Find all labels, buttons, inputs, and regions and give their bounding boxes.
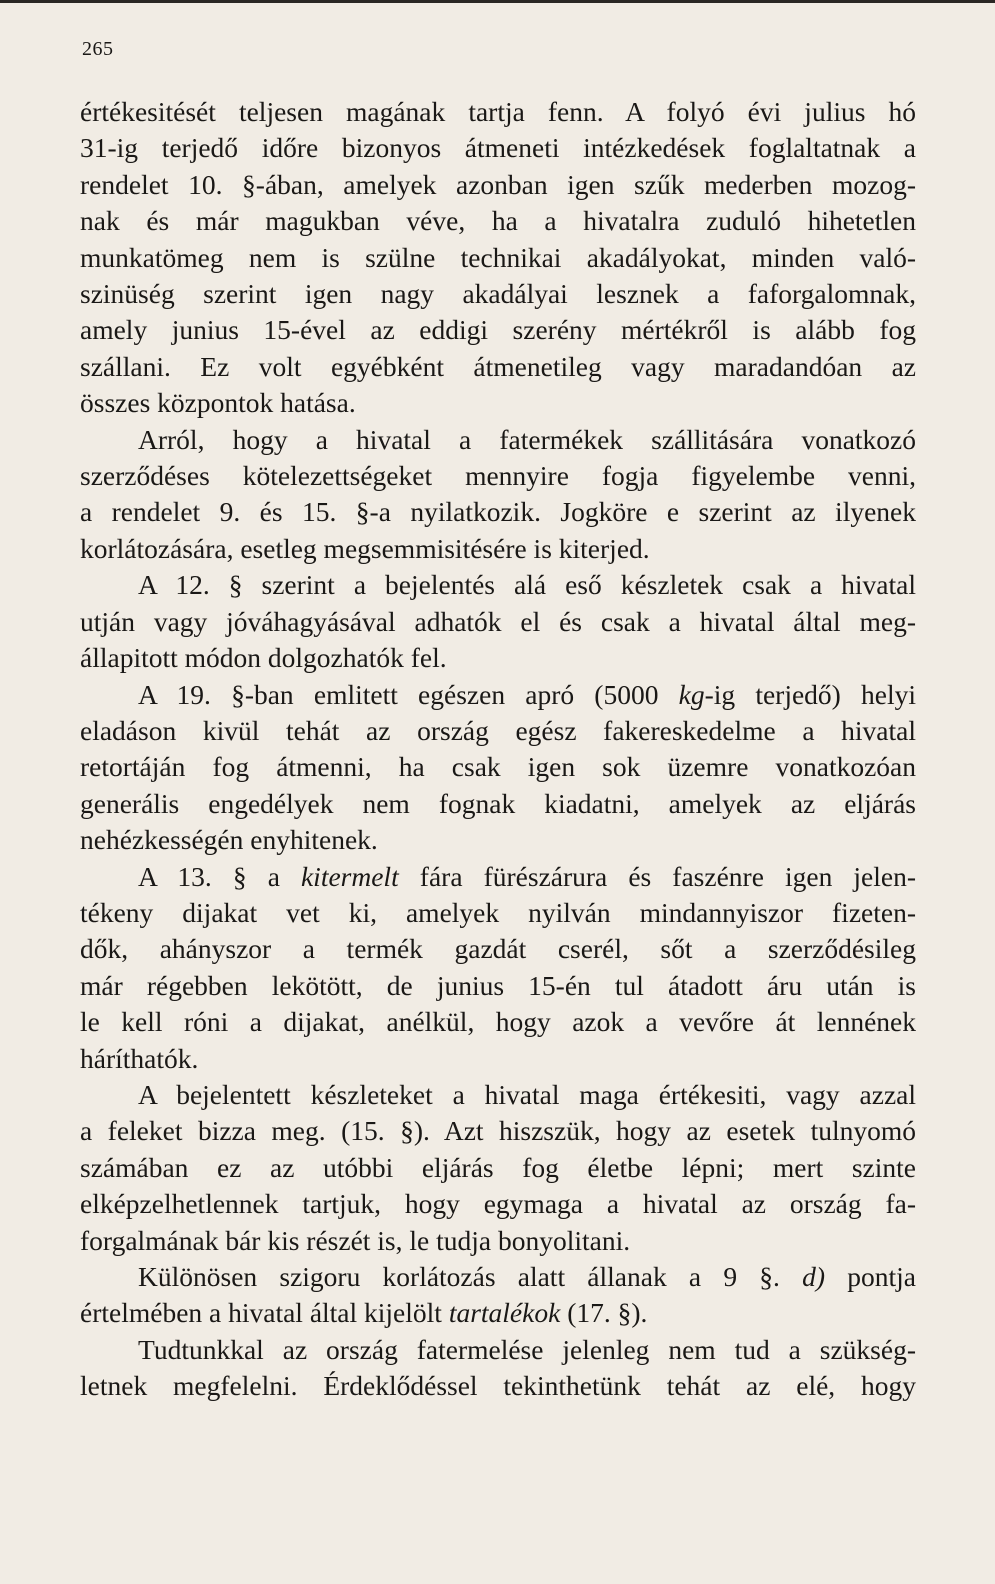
italic-unit: kg: [678, 678, 705, 710]
text-line: a rendelet 9. és 15. §-a nyilatkozik. Jogköre e szerint az ilyenek: [80, 496, 916, 528]
text-line: [80, 1259, 916, 1295]
text-line: Tudtunkkal az ország fatermelése jelenleg nem tud a szükség-: [138, 1333, 916, 1365]
text-line: szinüség szerint igen nagy akadályai lesznek a faforgalomnak,: [80, 278, 916, 310]
text-line: [80, 1295, 916, 1331]
text-line: 31-ig terjedő időre bizonyos átmeneti intézkedések foglaltatnak a: [80, 132, 916, 164]
text-line: Arról, hogy a hivatal a fatermékek szállitására vonatkozó: [138, 423, 916, 455]
text-segment: értelmében a hivatal által kijelölt: [80, 1297, 449, 1329]
text-line: a feleket bizza meg. (15. §). Azt hiszszük, hogy az esetek tulnyomó: [80, 1115, 916, 1147]
text-segment: A 19. §-ban emlitett egészen apró (5000: [138, 678, 679, 710]
text-line: letnek megfelelni. Érdeklődéssel tekinthetünk tehát az elé, hogy: [80, 1370, 916, 1402]
text-line: állapitott módon dolgozhatók fel.: [80, 642, 447, 674]
text-line: értékesitését teljesen magának tartja fenn. A folyó évi julius hó: [80, 96, 916, 127]
text-line: már régebben lekötött, de junius 15-én tul átadott áru után is: [80, 969, 916, 1001]
page-number: 265: [82, 38, 114, 60]
text-segment: pontja: [825, 1261, 916, 1292]
text-segment: (17. §).: [560, 1297, 648, 1329]
italic-term: kitermelt: [300, 860, 399, 892]
text-line: nehézkességén enyhitenek.: [80, 824, 378, 856]
italic-letter: d): [802, 1261, 826, 1292]
top-edge-rule: [0, 0, 995, 3]
text-segment: -ig terjedő) helyi: [704, 678, 916, 710]
text-line: utján vagy jóváhagyásával adhatók el és csak a hivatal által meg-: [80, 605, 916, 637]
italic-term: tartalékok: [448, 1297, 561, 1329]
text-line: dők, ahányszor a termék gazdát cserél, sőt a szerződésileg: [80, 933, 916, 965]
text-line: rendelet 10. §-ában, amelyek azonban igen szűk mederben mozog-: [80, 168, 916, 200]
text-line: forgalmának bár kis részét is, le tudja bonyolitani.: [80, 1224, 631, 1256]
text-line: A 12. § szerint a bejelentés alá eső készletek csak a hivatal: [138, 569, 916, 601]
text-line: le kell róni a dijakat, anélkül, hogy azok a vevőre át lennének: [80, 1006, 916, 1038]
body-text: [80, 94, 916, 1405]
text-line: A bejelentett készleteket a hivatal maga értékesiti, vagy azzal: [138, 1078, 916, 1110]
text-segment: A 13. § a: [138, 860, 301, 892]
text-line: tékeny dijakat vet ki, amelyek nyilván mindannyiszor fizeten-: [80, 896, 916, 928]
text-line: elképzelhetlennek tartjuk, hogy egymaga a hivatal az ország fa-: [80, 1188, 916, 1220]
text-segment: Különösen szigoru korlátozás alatt állanak a 9 §.: [138, 1261, 803, 1292]
text-line: retortáján fog átmenni, ha csak igen sok üzemre vonatkozóan: [80, 751, 916, 783]
text-line: korlátozására, esetleg megsemmisitésére is kiterjed.: [80, 532, 650, 564]
text-line: [80, 677, 916, 713]
text-line: összes központok hatása.: [80, 387, 356, 419]
text-line: nak és már magukban véve, ha a hivatalra zuduló hihetetlen: [80, 205, 916, 237]
text-line: háríthatók.: [80, 1042, 199, 1074]
text-line: számában ez az utóbbi eljárás fog életbe lépni; mert szinte: [80, 1151, 916, 1183]
text-line: amely junius 15-ével az eddigi szerény mértékről is alább fog: [80, 314, 916, 346]
text-line: szállani. Ez volt egyébként átmenetileg vagy maradandóan az: [80, 350, 916, 382]
text-line: szerződéses kötelezettségeket mennyire fogja figyelembe venni,: [80, 460, 916, 492]
text-line: [80, 859, 916, 895]
text-line: eladáson kivül tehát az ország egész fakereskedelme a hivatal: [80, 714, 916, 746]
text-line: generális engedélyek nem fognak kiadatni, amelyek az eljárás: [80, 787, 916, 819]
text-line: munkatömeg nem is szülne technikai akadályokat, minden való-: [80, 241, 916, 273]
text-segment: fára fürészárura és faszénre igen jelen-: [398, 860, 916, 892]
